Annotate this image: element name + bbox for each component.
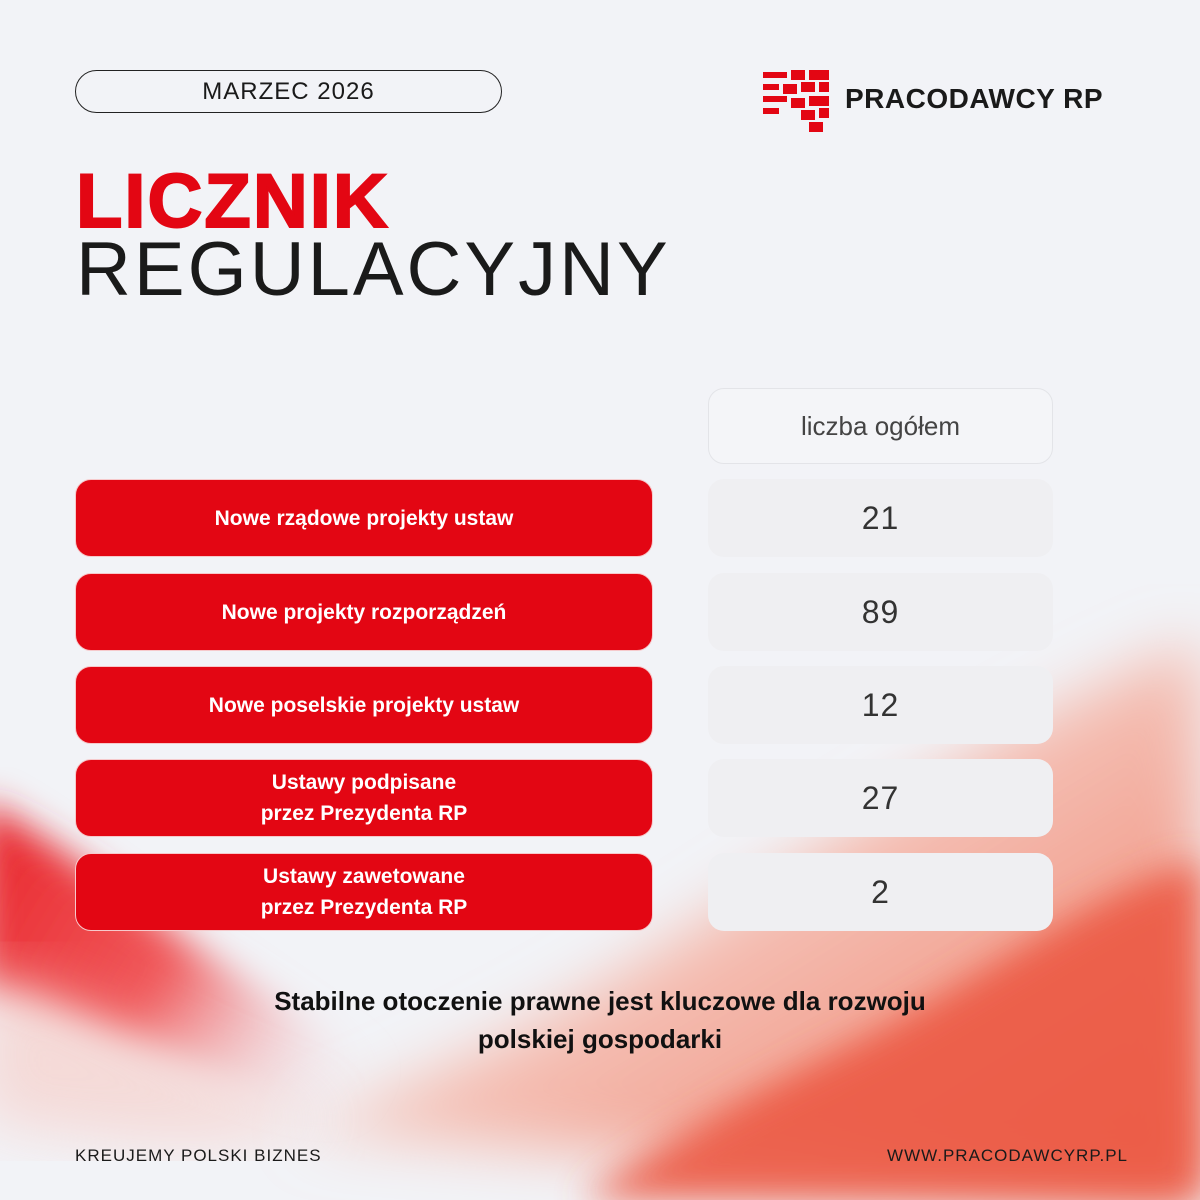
row-value: 89 [708, 573, 1053, 651]
title-line2: REGULACYJNY [76, 227, 671, 312]
date-badge: MARZEC 2026 [75, 70, 502, 113]
tagline: Stabilne otoczenie prawne jest kluczowe dla rozwoju polskiej gospodarki [274, 986, 926, 1054]
pracodawcy-logo-icon [763, 66, 831, 132]
row-label: Ustawy zawetowane przez Prezydenta RP [75, 853, 653, 931]
row-value: 27 [708, 759, 1053, 837]
row-value: 12 [708, 666, 1053, 744]
footer-slogan: KREUJEMY POLSKI BIZNES [75, 1146, 322, 1165]
brand-logo [763, 66, 1103, 132]
row-value: 2 [708, 853, 1053, 931]
logo-text: PRACODAWCY RP [845, 83, 1104, 114]
row-label: Nowe rządowe projekty ustaw [75, 479, 653, 557]
footer-website-link[interactable]: WWW.PRACODAWCYRP.PL [887, 1146, 1128, 1165]
title-line1: LICZNIK [76, 159, 390, 244]
row-value: 21 [708, 479, 1053, 557]
row-label: Ustawy podpisane przez Prezydenta RP [75, 759, 653, 837]
row-label: Nowe poselskie projekty ustaw [75, 666, 653, 744]
row-label: Nowe projekty rozporządzeń [75, 573, 653, 651]
column-header: liczba ogółem [708, 388, 1053, 464]
